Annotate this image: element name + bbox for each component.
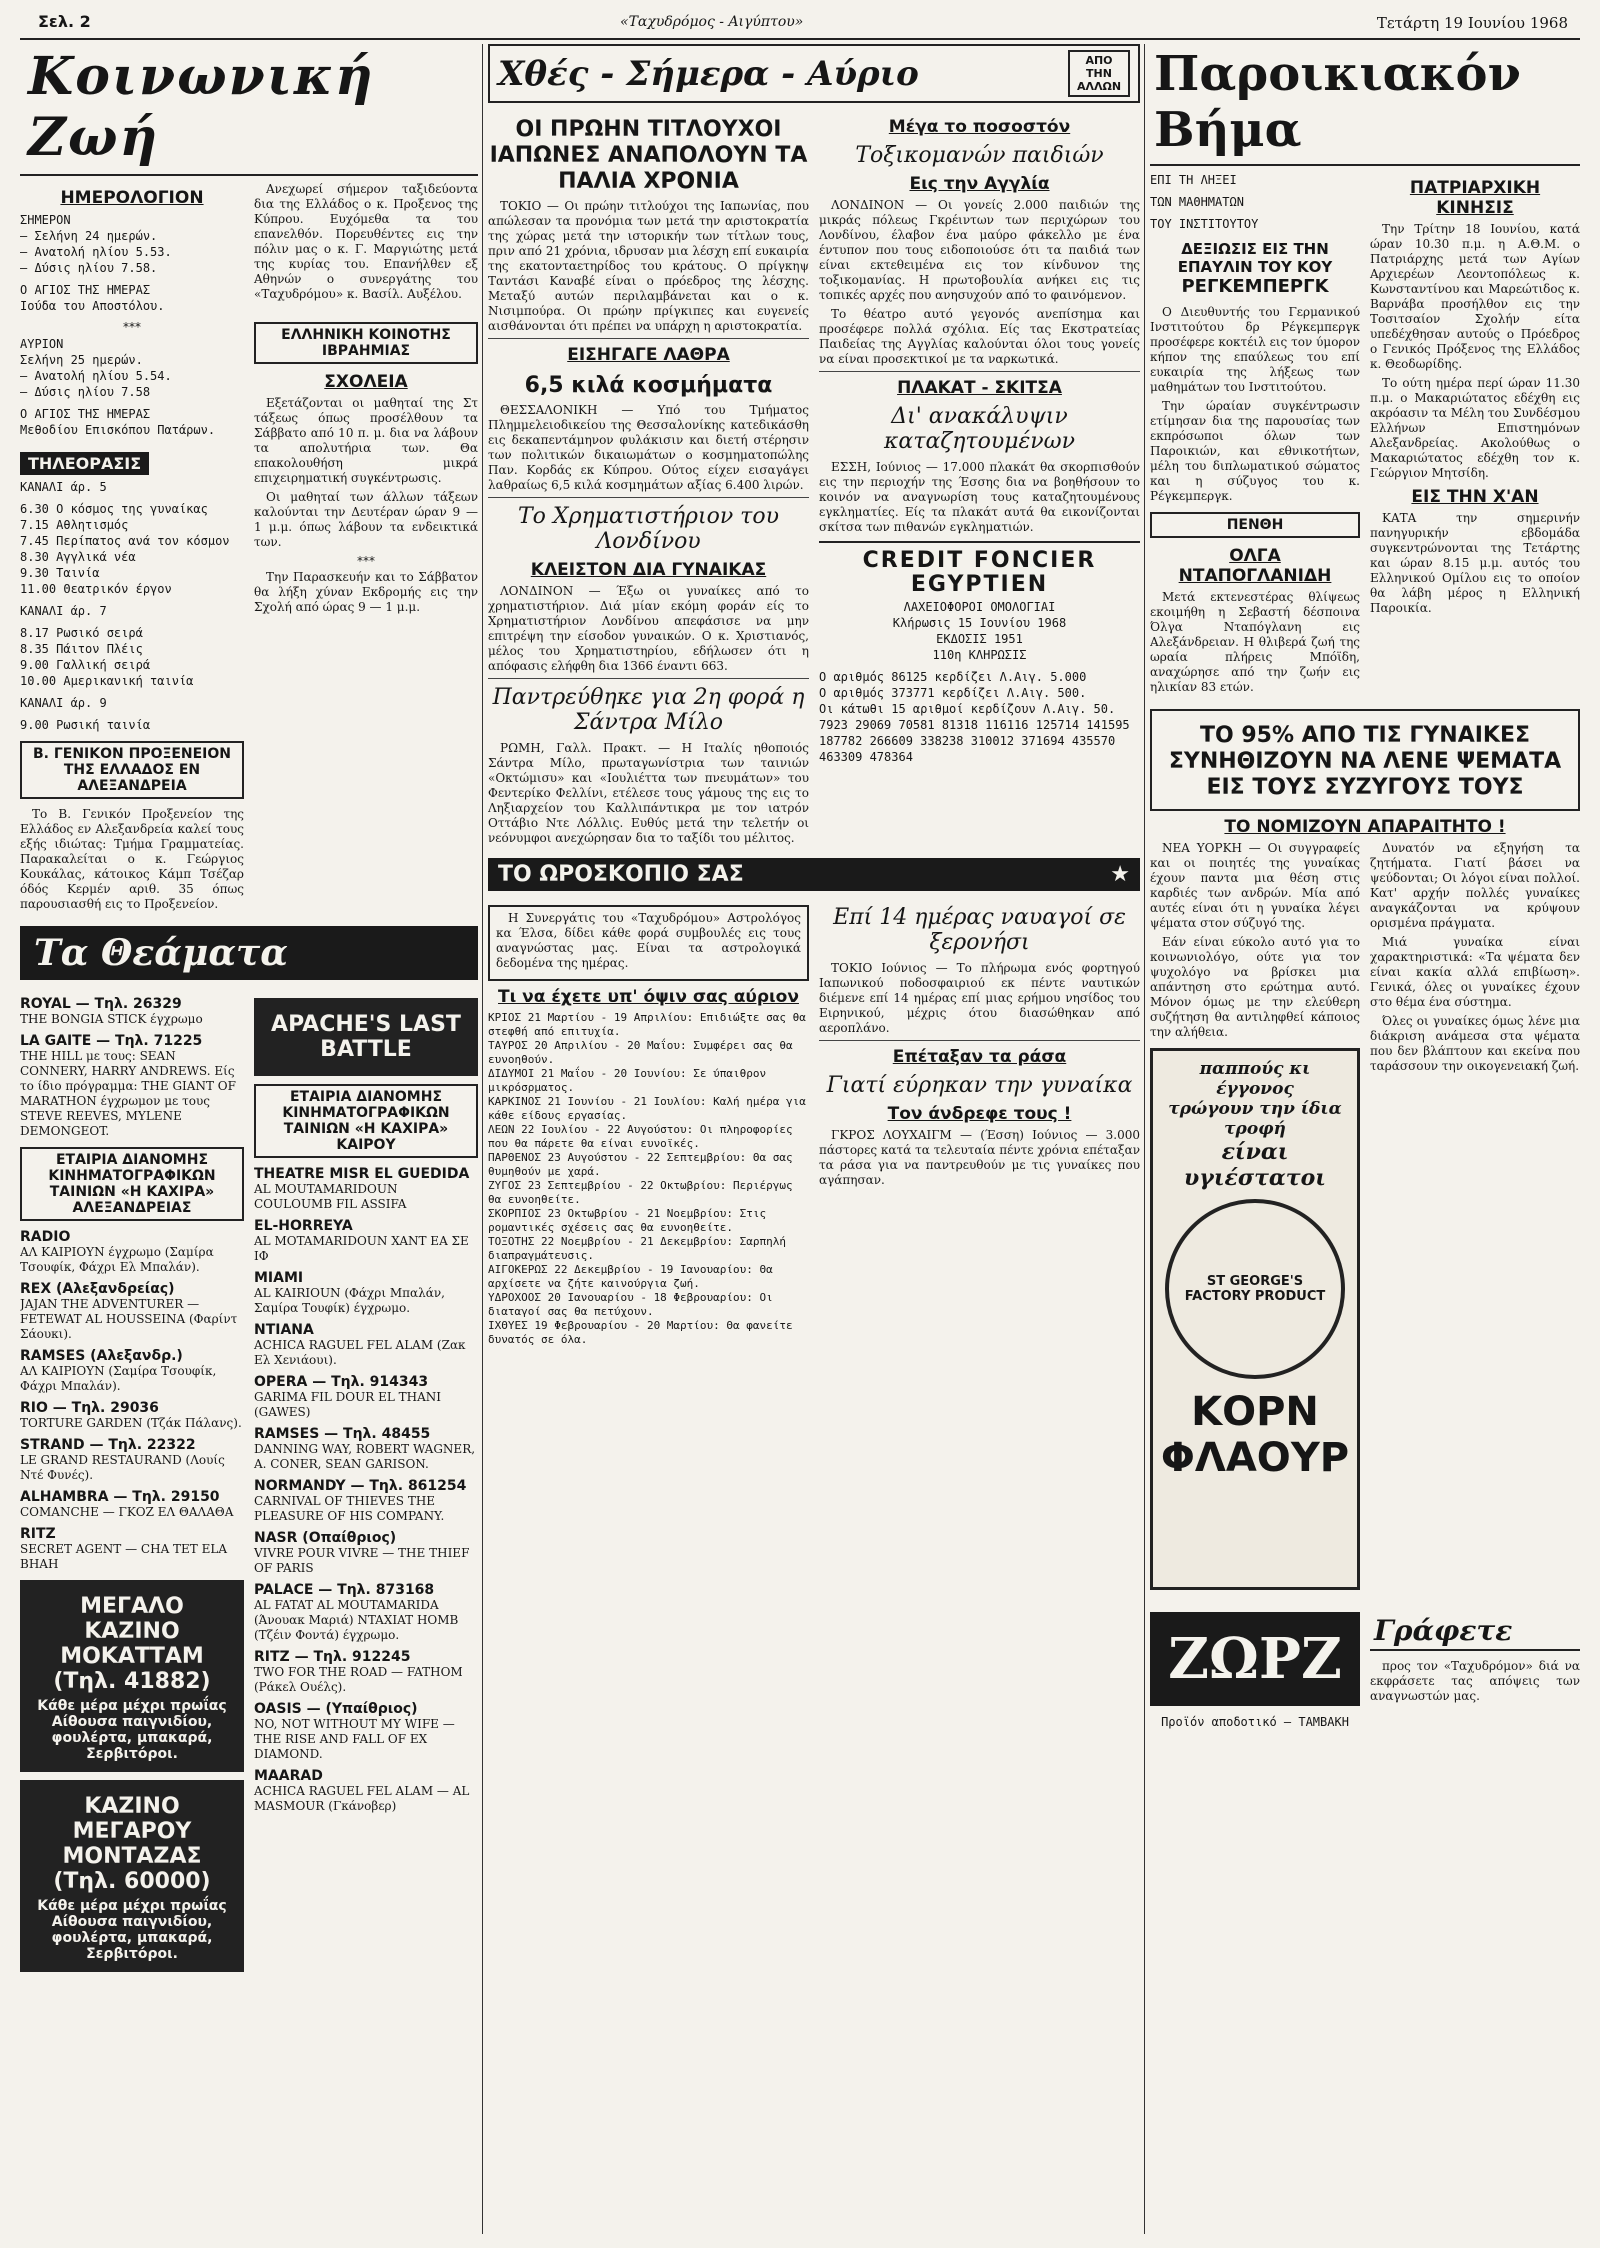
- error-head: ΕΙΣΗΓΑΓΕ ΛΑΘΡΑ: [567, 345, 730, 365]
- patriarch-title: ΠΑΤΡΙΑΡΧΙΚΗ ΚΙΝΗΣΙΣ: [1409, 178, 1541, 218]
- schools-title: ΕΛΛΗΝΙΚΗ ΚΟΙΝΟΤΗΣ ΙΒΡΑΗΜΙΑΣ: [254, 322, 478, 364]
- horoscope-block: [488, 899, 809, 1353]
- institute-link-2: ΤΩΝ ΜΑΘΗΜΑΤΩΝ: [1150, 195, 1244, 209]
- rule: [819, 541, 1140, 543]
- credit-foncier-sub: ΛΑΧΕΙΟΦΟΡΟΙ ΟΜΟΛΟΓΙΑΙ Κλήρωσις 15 Ιουνίου 1968 ΕΚΔΟΣΙΣ 1951 110η ΚΛΗΡΩΣΙΣ: [892, 600, 1067, 662]
- calendar-saint-tomorrow: Ο ΑΓΙΟΣ ΤΗΣ ΗΜΕΡΑΣ Μεθοδίου Επισκόπου Πατάρων.: [20, 407, 216, 437]
- reception-pre: ΔΕΞΙΩΣΙΣ ΕΙΣ ΤΗΝ ΕΠΑΥΛΙΝ ΤΟΥ ΚΟΥ: [1177, 240, 1333, 276]
- exchange-text: ΛΟΝΔΙΝΟΝ — Έξω οι γυναίκες από το χρηματιστήριον. Διά μίαν εκόμη φοράν είς το Χρηματιστήριον Λονδίνου απεφάσισε να μην επιτρέψη την είσοδον γυναικών. Ο κ. Χριστιανός, μέλος του Χρηματιστηρίου, εδήλωσεν ότι η απόφασις ελήφθη δια 1366 έναντι 663.: [488, 584, 809, 673]
- cinema-name: MIAMI: [254, 1270, 304, 1286]
- horoscope-header: [488, 858, 1140, 891]
- xan-text: ΚΑΤΑ την σημερινήν πανηγυρικήν εβδομάδα συγκεντρώνονται της Τετάρτης και ώραν 8.15 μ.μ. αυτός του Ελληνικού Ομίλου εις το οποίον θα λάβη μέρος η Ελληνική Παροικία.: [1370, 511, 1580, 615]
- credit-foncier-title: CREDIT FONCIER EGYPTIEN: [862, 548, 1097, 597]
- cinema-name: RITZ — Τηλ. 912245: [254, 1649, 411, 1665]
- newspaper-page: [20, 8, 1580, 2236]
- tv-program-5: 6.30 Ο κόσμος της γυναίκας 7.15 Αθλητισμός 7.45 Περίπατος ανά τον κόσμον 8.30 Αγγλικά νέα 9.30 Ταινία 11.00 Θεατρικόν έργον: [20, 502, 230, 596]
- horoscope-subtitle: Τι να έχετε υπ' όψιν σας αύριον: [498, 987, 799, 1007]
- reception-text-2: Την ώραίαν συγκέντρωσιν ετίμησαν δια της παρουσίας των εκπρόσωποι όλων των Παροικιών, και εθνικοτήτων, μέλη του διπλωματικού σώματος και η σύζυγος του κ. Ρέγκεμπεργκ.: [1150, 399, 1360, 503]
- women-text-1: ΝΕΑ ΥΟΡΚΗ — Οι συγγραφείς και οι ποιητές της γυναίκας έχουν παντα μια θέση στις καρδιές των ανδρών. Μία από αυτές είναι ότι η γυναίκα λέγει ψέματα στον σύζυγό της.: [1150, 841, 1360, 930]
- credit-foncier-results: Ο αριθμός 86125 κερδίζει Λ.Αιγ. 5.000 Ο αριθμός 373771 κερδίζει Λ.Αιγ. 500. Οι κάτωθι 15 αριθμοί κερδίζουν Λ.Αιγ. 50. 7923 29069 70581 81318 116116 125714 141595 187782 266609 338238 310012 371694 435570 463309 478364: [819, 670, 1130, 764]
- tv-program-7: 8.17 Ρωσικό σειρά 8.35 Πάιτον Πλέις 9.00 Γαλλική σειρά 10.00 Αμερικανική ταινία: [20, 626, 194, 688]
- tokyo-text: ΤΟΚΙΟ Ιούνιος — Το πλήρωμα ενός φορτηγού Ιαπωνικού ποδοσφαιριού εκ πέντε ναυτικών διέμενε επί 14 ημέρας επί μιας ερήμου νησίδος του Ειρηνικού, μέχρις ότου διασώθηκαν από αεροπλάνο.: [819, 961, 1140, 1035]
- cinema-film: SECRET AGENT — CHA TET ELA BHAH: [20, 1542, 228, 1571]
- consulate-title: Β. ΓΕΝΙΚΟΝ ΠΡΟΞΕΝΕΙΟΝ ΤΗΣ ΕΛΛΑΔΟΣ ΕΝ ΑΛΕΞΑΝΔΡΕΙΑ: [20, 741, 244, 799]
- cinema-name: MAARAD: [254, 1768, 323, 1784]
- japan-text: ΤΟΚΙΟ — Οι πρώην τιτλούχοι της Ιαπωνίας, που απώλεσαν τα προνόμια των μετά την αριστοκρατία της χώρας μετά την ιστορικήν των τίτλων τους, πριν από 21 χρόνια, ιδρυσαν μια λέσχη επί ευκαιρία της εκατονταετηρίδος του κράτους. Ο πρίγκηψ Ταντάσι Καναβέ είναι ο πρόεδρος της λέσχης. Μεταξύ αυτών περιλαμβάνεται και ο κ. Νισιμπούρα. Οι πρώην πρίγκιπες και ευγενείς αισθάνονται ότι πρέπει να υπάρχη η αριστοκρατία.: [488, 199, 809, 333]
- rasa-head: Επέταξαν τα ράσα: [892, 1047, 1067, 1067]
- cinema-list-left: [20, 990, 244, 1980]
- error-title: 6,5 κιλά κοσμήματα: [524, 373, 773, 398]
- calendar-block: [20, 182, 244, 916]
- distributor-cairo: ΕΤΑΙΡΙΑ ΔΙΑΝΟΜΗΣ ΚΙΝΗΜΑΤΟΓΡΑΦΙΚΩΝ ΤΑΙΝΙΩΝ «Η ΚΑΧΙΡΑ» ΚΑΙΡΟΥ: [254, 1084, 478, 1158]
- casino-montaza-text: Κάθε μέρα μέχρι πρωΐας Αίθουσα παιγνιδίου, φουλέρτα, μπακαρά, Σερβιτόροι.: [37, 1898, 227, 1962]
- mourning-title: ΠΕΝΘΗ: [1150, 512, 1360, 538]
- patriarch-block: [1370, 172, 1580, 699]
- distributor-alexandria: ΕΤΑΙΡΙΑ ΔΙΑΝΟΜΗΣ ΚΙΝΗΜΑΤΟΓΡΑΦΙΚΩΝ ΤΑΙΝΙΩΝ «Η ΚΑΧΙΡΑ» ΑΛΕΞΑΝΔΡΕΙΑΣ: [20, 1147, 244, 1221]
- tv-channel-7: ΚΑΝΑΛΙ άρ. 7: [20, 604, 107, 618]
- tox-article: [819, 109, 1140, 850]
- olga-text: Μετά εκτενεστέρας θλίψεως εκοιμήθη η Σεβαστή δέσποινα Όλγα Νταπόγλανη εις Αλεξάνδρειαν. Η θλιβερά ζωή της ωραία πλήρεις Μπόϊδη, αναχώρησε από την ζωήν εις ηλικίαν 83 ετών.: [1150, 590, 1360, 694]
- cinema-name: REX (Αλεξανδρείας): [20, 1281, 175, 1297]
- section-social-title: Κοινωνική Ζωή: [20, 44, 478, 176]
- stars-divider: ***: [357, 554, 375, 568]
- cinema-film: AL MOUTAMARIDOUN COULOUMB FIL ASSIFA: [254, 1182, 407, 1211]
- calendar-saint-today: Ο ΑΓΙΟΣ ΤΗΣ ΗΜΕΡΑΣ Ιούδα του Αποστόλου.: [20, 283, 165, 313]
- rule: [819, 371, 1140, 372]
- cinema-film: JAJAN THE ADVENTURER — FETEWAT AL HOUSSEINA (Φαρίντ Σάουκι).: [20, 1297, 238, 1341]
- page-number: Σελ. 2: [38, 12, 91, 31]
- cinema-name: EL-HORREYA: [254, 1218, 353, 1234]
- cinema-film: ACHICA RAGUEL FEL ALAM (Ζακ Ελ Χενιάουι).: [254, 1338, 466, 1367]
- institute-link-3: ΤΟΥ ΙΝΣΤΙΤΟΥΤΟΥ: [1150, 217, 1259, 231]
- japan-title: ΟΙ ΠΡΩΗΝ ΤΙΤΛΟΥΧΟΙ ΙΑΠΩΝΕΣ ΑΝΑΠΟΛΟΥΝ ΤΑ ΠΑΛΙΑ ΧΡΟΝΙΑ: [489, 117, 808, 194]
- reception-name: ΡΕΓΚΕΜΠΕΡΓΚ: [1181, 276, 1329, 297]
- reception-text: Ο Διευθυντής του Γερμανικού Ινστιτούτου δρ Ρέγκεμπεργκ προσέφερε κοκτέιλ εις τον ύμορον κήπον της επαύλεως του επί ευκαιρία της λήξεως των μαθημάτων του Ινστιτούτου.: [1150, 305, 1360, 394]
- women-text-5: Όλες οι γυναίκες όμως λένε μια διάκριση ανάμεσα στα ψέματα που δεν βλάπτουν και εκείνα που ταράσσουν την οικογενειακή ζωή.: [1370, 1014, 1580, 1073]
- column-social: [20, 44, 478, 2234]
- tox-text-2: Το θέατρο αυτό γεγονός ανεπίσημα και προσέφερε πολλά σχόλια. Είς τας Εκστρατείας Παιδείας της Αγγλίας καλούνται όλοι τους γονείς να είναι προσεκτικοί με τα ναρκωτικά.: [819, 307, 1140, 366]
- poster-head: ΠΛΑΚΑΤ - ΣΚΙΤΣΑ: [897, 378, 1062, 398]
- cinema-film: GARIMA FIL DOUR EL THANI (GAWES): [254, 1390, 441, 1419]
- cinema-name: NASR (Οπαίθριος): [254, 1530, 397, 1546]
- section-today-header: [488, 44, 1140, 103]
- cinema-name: PALACE — Τηλ. 873168: [254, 1582, 435, 1598]
- film-ad-title: APACHE'S LAST BATTLE: [271, 1012, 461, 1062]
- casino-mokattam-title: ΜΕΓΑΛΟ ΚΑΖΙΝΟ ΜΟΚΑΤΤΑΜ (Τηλ. 41882): [53, 1594, 211, 1694]
- cinema-name: RAMSES (Αλεξανδρ.): [20, 1348, 183, 1364]
- tv-channel-5: ΚΑΝΑΛΙ άρ. 5: [20, 480, 107, 494]
- poster-title: Δι' ανακάλυψιν καταζητουμένων: [884, 404, 1075, 454]
- cinema-name: RAMSES — Τηλ. 48455: [254, 1426, 431, 1442]
- cinema-name: RIO — Τηλ. 29036: [20, 1400, 159, 1416]
- institute-link-1: ΕΠΙ ΤΗ ΛΗΞΕΙ: [1150, 173, 1237, 187]
- error-text: ΘΕΣΣΑΛΟΝΙΚΗ — Υπό του Τμήματος Πλημμελειοδικείου της Θεσσαλονίκης κατεδικάσθη εις δεκαπεντάμηνον φυλάκισιν και διετή στέρησιν των πολιτικών δικαιωμάτων ο κοσμηματοπώλης Παν. Κορδάς εκ Κύπρου. Ούτος είχεν εισαγάγει λαθραίως 6,5 κιλά κοσμημάτων αξίας 6.400 λιρών.: [488, 403, 809, 492]
- column-rule-1: [482, 44, 483, 2234]
- women-subtitle: ΤΟ ΝΟΜΙΖΟΥΝ ΑΠΑΡΑΙΤΗΤΟ !: [1224, 817, 1506, 837]
- cinema-film: DANNING WAY, ROBERT WAGNER, A. CONER, SEAN GARISON.: [254, 1442, 476, 1471]
- rule: [819, 1040, 1140, 1041]
- cinema-film: THE HILL με τους: SEAN CONNERY, HARRY ANDREWS. Είς το ίδιο πρόγραμμα: THE GIANT OF MARATHON έγχρωμον με τους STEVE REEVES, MYLENE DEMONGEOT.: [20, 1049, 236, 1138]
- institute-block: [1150, 172, 1360, 699]
- cinema-name: RITZ: [20, 1526, 56, 1542]
- korn-line-1: παππούς κι έγγονος: [1199, 1059, 1311, 1099]
- exchange-subtitle: ΚΛΕΙΣΤΟΝ ΔΙΑ ΓΥΝΑΙΚΑΣ: [530, 560, 767, 580]
- women-title: ΤΟ 95% ΑΠΟ ΤΙΣ ΓΥΝΑΙΚΕΣ ΣΥΝΗΘΙΖΟΥΝ ΝΑ ΛΕΝΕ ΨΕΜΑΤΑ ΕΙΣ ΤΟΥΣ ΣΥΖΥΓΟΥΣ ΤΟΥΣ: [1168, 723, 1562, 800]
- column-community: [1150, 44, 1580, 2234]
- cinema-film: ACHICA RAGUEL FEL ALAM — AL MASMOUR (Γκάνοβερ): [254, 1784, 470, 1813]
- poster-text: ΕΣΣΗ, Ιούνιος — 17.000 πλακάτ θα σκορπισθούν εις την περιοχήν της Έσσης δια να βοηθήσουν το κοινόν να αναγνωρίση τους καταζητουμένους εγκληματίες. Είς τα πλακάτ αυτά θα εικονίζονται σκίτσα των πιθανών εγκληματιών.: [819, 460, 1140, 534]
- tv-channel-9: ΚΑΝΑΛΙ άρ. 9: [20, 696, 107, 710]
- rasa-subtitle: Τον άνδρεφε τους !: [887, 1104, 1072, 1124]
- cinema-name: ROYAL — Τηλ. 26329: [20, 996, 182, 1012]
- cinema-film: TWO FOR THE ROAD — FATHOM (Ράκελ Ουέλς).: [254, 1665, 463, 1694]
- olga-title: ΟΛΓΑ ΝΤΑΠΟΓΛΑΝΙΔΗ: [1178, 546, 1332, 586]
- masthead-bar: [20, 8, 1580, 40]
- zor-ad: ΖΩΡΖ: [1150, 1612, 1360, 1706]
- cinema-film: THE BONGIA STICK έγχρωμο: [20, 1012, 203, 1026]
- horoscope-intro: Η Συνεργάτις του «Ταχυδρόμου» Αστρολόγος κα Έλσα, δίδει κάθε φορά συμβουλές εις τους αναγνώστας μας. Είναι τα αστρολογικά δεδομένα της ημέρας.: [496, 911, 801, 970]
- cinema-list-right: [254, 990, 478, 1980]
- cinema-film: TORTURE GARDEN (Τζάκ Πάλανς).: [20, 1416, 242, 1430]
- write-title: Γράφετε: [1370, 1612, 1580, 1651]
- star-icon: ★: [1110, 862, 1130, 887]
- rule: [488, 497, 809, 498]
- schools-text-3: Την Παρασκευήν και το Σάββατον θα λήξη χύναν Εκδρομής εις την Σχολή από ώρας 9 — 1 μ.μ.: [254, 570, 478, 614]
- stars-divider: ***: [123, 320, 141, 334]
- film-ad: [254, 998, 478, 1076]
- tox-subtitle: Εις την Αγγλία: [909, 174, 1050, 194]
- schools-text-2: Οι μαθηταί των άλλων τάξεων καλούνται την Δευτέραν ώραν 9 — 1 μ.μ. όπως λάβουν τα ενδεικτικά των.: [254, 490, 478, 549]
- cinema-film: ΑΛ ΚΑΙΡΙΟΥΝ έγχρωμο (Σαμίρα Τσουφίκ, Φάχρι Ελ Μπαλάν).: [20, 1245, 214, 1274]
- cinema-name: ALHAMBRA — Τηλ. 29150: [20, 1489, 220, 1505]
- cinema-name: RADIO: [20, 1229, 71, 1245]
- xan-title: ΕΙΣ ΤΗΝ Χ'ΑΝ: [1411, 487, 1539, 507]
- horoscope-title: ΤΟ ΩΡΟΣΚΟΠΙΟ ΣΑΣ: [498, 862, 744, 887]
- cinema-film: AL FATAT AL MOUTAMARIDA (Άνουακ Μαριά) NTAXIAT HOMB (Τζέιν Φοντά) έγχρωμο.: [254, 1598, 459, 1642]
- sandra-text: ΡΩΜΗ, Γαλλ. Πρακτ. — Η Ιταλίς ηθοποιός Σάντρα Μίλο, πρωταγωνίστρια των ταινιών «Οκτώμισυ» και «Ιουλιέττα των πνευμάτων» του Φεντερίκο Φελλίνι, ετέλεσε τους γάμους της εις το Ληξιαρχείον του Καλλιπάντικρα με τον ιατρόν Οττάβιο Ντε Λόλλις. Ευθύς μετά την τελετήν οι νεόνυμφοι ανεχώρησαν δια το ταξίδι του μέλιτος.: [488, 741, 809, 845]
- section-community-title: Παροικιακόν Βήμα: [1150, 44, 1580, 166]
- cinema-name: STRAND — Τηλ. 22322: [20, 1437, 196, 1453]
- tv-title: ΤΗΛΕΟΡΑΣΙΣ: [20, 452, 149, 475]
- cinema-film: VIVRE POUR VIVRE — THE THIEF OF PARIS: [254, 1546, 470, 1575]
- cinema-film: AL KAIRIOUN (Φάχρι Μπαλάν, Σαμίρα Τουφίκ) έγχρωμο.: [254, 1286, 445, 1315]
- exchange-title: Το Χρηματιστήριον του Λονδίνου: [518, 504, 779, 554]
- women-text-3: Δυνατόν να εξηγήση τα ζητήματα. Γιατί βάσει να ψεύδονται; Οι λόγοι είναι πολλοί. Κατ' αρχήν πολλές γυναίκες αναγκάζονται να κρύψουν ορισμένα πράγματα.: [1370, 841, 1580, 930]
- cinema-film: LE GRAND RESTAURAND (Λουίς Ντέ Φυνές).: [20, 1453, 225, 1482]
- casino-montaza-ad: [20, 1780, 244, 1972]
- japan-article: [488, 109, 809, 850]
- calendar-title: ΗΜΕΡΟΛΟΓΙΟΝ: [60, 188, 204, 208]
- korn-line-3: είναι υγιέστατοι: [1184, 1139, 1326, 1191]
- calendar-today: ΣΗΜΕΡΟΝ — Σελήνη 24 ημερών. — Ανατολή ηλίου 5.53. — Δύσις ηλίου 7.58.: [20, 213, 172, 275]
- rule: [488, 338, 809, 339]
- rasa-title: Γιατί εύρηκαν την γυναίκα: [826, 1073, 1133, 1098]
- women-text-2: Εάν είναι εύκολο αυτό για το κοινωνιολόγο, ούτε για τον ψυχολόγο να βρίσκει μια απάντηση στο ερώτημα αυτό. Μόνον όμως με την ελεύθερη συζήτηση θα αντιληφθεί κάποιος την αλήθεια.: [1150, 935, 1360, 1039]
- tox-title: Τοξικομανών παιδιών: [855, 143, 1104, 168]
- patriarch-text: Την Τρίτην 18 Ιουνίου, κατά ώραν 10.30 π.μ. η Α.Θ.Μ. ο Πατριάρχης μετά των Αγίων Αρχιερέων Λεοντοπόλεως κ. Κωνσταντίνου και Μαρεώτιδος κ. Βαρνάβα προσήλθον εις την Τοσιτσαίον Σχολήν είτα υπεδέχθησαν αυτούς ο Πρόεδρος ο Γενικός Πρόξενος της Ελλάδος κ. Θεοδωρίδης.: [1370, 222, 1580, 371]
- sandra-title: Παντρεύθηκε για 2η φορά η Σάντρα Μίλο: [492, 685, 805, 735]
- cinema-film: COMANCHE — ΓΚΟΖ ΕΛ ΘΑΛΑΘΑ: [20, 1505, 234, 1519]
- paper-name: «Ταχυδρόμος - Αιγύπτου»: [620, 14, 804, 30]
- cinema-film: NO, NOT WITHOUT MY WIFE — THE RISE AND FALL OF EX DIAMOND.: [254, 1717, 455, 1761]
- cinema-name: NORMANDY — Τηλ. 861254: [254, 1478, 467, 1494]
- write-text: προς τον «Ταχυδρόμον» διά να εκφράσετε τας απόψεις των αναγνωστών μας.: [1370, 1659, 1580, 1703]
- schools-subtitle: ΣΧΟΛΕΙΑ: [324, 372, 408, 392]
- calendar-tomorrow: ΑΥΡΙΟΝ Σελήνη 25 ημερών. — Ανατολή ηλίου 5.54. — Δύσις ηλίου 7.58: [20, 337, 172, 399]
- cinemas-banner: Τα Θεάματα: [20, 926, 478, 980]
- rasa-text: ΓΚΡΟΣ ΛΟΥΧΑΙΓΜ — (Έσση) Ιούνιος — 3.000 πάστορες κατά τα τελευταία πέντε χρόνια επέταξαν τα ράσα για να παντρευθούν με τις γυναίκες που αγάπησαν.: [819, 1128, 1140, 1187]
- tokyo-title: Επί 14 ημέρας ναυαγοί σε ξερονήσι: [833, 905, 1126, 955]
- horoscope-list: ΚΡΙΟΣ 21 Μαρτίου - 19 Απριλίου: Επιδιώξτε σας θα στεφθή από επιτυχία. ΤΑΥΡΟΣ 20 Απριλίου - 20 Μαΐου: Συμφέρει σας θα ευνοηθούν. ΔΙΔΥΜΟΙ 21 Μαΐου - 20 Ιουνίου: Σε ύπαιθρον μικρόσρματος. ΚΑΡΚΙΝΟΣ 21 Ιουνίου - 21 Ιουλίου: Καλή ημέρα για κάθε είδους εργασίας. ΛΕΩΝ 22 Ιουλίου - 22 Αυγούστου: Οι πληροφορίες που θα πάρετε θα είναι ευνοϊκές. ΠΑΡΘΕΝΟΣ 23 Αυγούστου - 22 Σεπτεμβρίου: Θα σας θυμηθούν με χαρά. ΖΥΓΟΣ 23 Σεπτεμβρίου - 22 Οκτωβρίου: Περιέργως θα ευνοηθείτε. ΣΚΟΡΠΙΟΣ 23 Οκτωβρίου - 21 Νοεμβρίου: Στις ρομαντικές σχέσεις σας θα ευνοηθείτε. ΤΟΞΟΤΗΣ 22 Νοεμβρίου - 21 Δεκεμβρίου: Σαρπηλή διαπραγμάτευσις. ΑΙΓΟΚΕΡΩΣ 22 Δεκεμβρίου - 19 Ιανουαρίου: Θα αρχίσετε να ζήτε καινούργια ζωή. ΥΔΡΟΧΟΟΣ 20 Ιανουαρίου - 18 Φεβρουαρίου: Οι διαταγοί σας θα πετύχουν. ΙΧΘΥΕΣ 19 Φεβρουαρίου - 20 Μαρτίου: Θα φανείτε δυνατός σε όλα.: [488, 1011, 806, 1346]
- social-news-block: [254, 182, 478, 916]
- rule: [488, 678, 809, 679]
- tokyo-rasa-block: [819, 899, 1140, 1353]
- casino-mokattam-ad: [20, 1580, 244, 1772]
- cinema-name: THEATRE MISR EL GUEDIDA: [254, 1166, 470, 1182]
- factory-seal: ST GEORGE'S FACTORY PRODUCT: [1165, 1199, 1345, 1379]
- section-today-title: Χθές - Σήμερα - Αύριο: [498, 53, 919, 94]
- casino-mokattam-text: Κάθε μέρα μέχρι πρωΐας Αίθουσα παιγνιδίου, φουλέρτα, μπακαρά, Σερβιτόροι.: [37, 1698, 227, 1762]
- patriarch-text-2: Το ούτη ημέρα περί ώραν 11.30 π.μ. ο Μακαριώτατος εδέχθη εις ακρόασιν τα Μέλη του Συνδέσμου Ελλήνων Επιστημόνων Αλεξανδρείας. Ακολούθως ο Μακαριώτατος εδέχθη τον κ. Γεώργιον Μητσίδη.: [1370, 376, 1580, 480]
- tv-program-9: 9.00 Ρωσική ταινία: [20, 718, 151, 732]
- column-today: [488, 44, 1140, 2234]
- tox-text: ΛΟΝΔΙΝΟΝ — Οι γονείς 2.000 παιδιών της μικράς πόλεως Γκρέιντων των περιχώρων του Λονδίνου, έλαβον ένα μαύρο φάκελλο με ένα έντυπον που τους ειδοποιούσε ότι τα παιδιά των είναι εκτεθειμένα εις τον κίνδυνον της τοξικομανίας. Η πρωτοβουλία ανήκει εις τις τοπικές αρχές που ανησυχούν από το φαινόμενον.: [819, 198, 1140, 302]
- issue-date: Τετάρτη 19 Ιουνίου 1968: [1376, 14, 1568, 32]
- tox-small-head: Μέγα το ποσοστόν: [888, 117, 1071, 137]
- cinema-name: OASIS — (Υπαίθριος): [254, 1701, 418, 1717]
- schools-text-1: Εξετάζονται οι μαθηταί της Στ τάξεως όπως προσέλθουν τα Σάββατο από 10 π. μ. δια να λάβουν τα απολυτήρια των. Θα επακολουθήση μικρά επιχειρηματική συγκέντρωσις.: [254, 396, 478, 485]
- cinema-name: OPERA — Τηλ. 914343: [254, 1374, 429, 1390]
- cinema-name: LA GAITE — Τηλ. 71225: [20, 1033, 203, 1049]
- casino-montaza-title: ΚΑΖΙΝΟ ΜΕΓΑΡΟΥ ΜΟΝΤΑΖΑΣ (Τηλ. 60000): [53, 1794, 211, 1894]
- zor-sub: Προϊόν αποδοτικό — ΤΑΜΒΑΚΗ: [1161, 1715, 1349, 1729]
- cinema-name: NTIANA: [254, 1322, 314, 1338]
- column-rule-2: [1144, 44, 1145, 2234]
- women-text-4: Μιά γυναίκα είναι χαρακτηριστικά: «Τα ψέματα δεν είναι κακία αλλά επιβίωση». Γενικά, όλες οι γυναίκες έχουν στο θέμα ένα σύστημα.: [1370, 935, 1580, 1009]
- social-news-text: Ανεχωρεί σήμερον ταξιδεύοντα δια της Ελλάδος ο κ. Προξενος της Κύπρου. Ευχόμεθα τα του επανελθόν. Πορευθέντες εις την πόλιν μας ο κ. Γ. Μαργιώτης μετά της κυρίας του. Επανήλθεν εξ Αθηνών ο συνεργάτης του «Ταχυδρόμου» κ. Βασίλ. Αυξέλου.: [254, 182, 478, 301]
- cinema-film: CARNIVAL OF THIEVES THE PLEASURE OF HIS COMPANY.: [254, 1494, 445, 1523]
- korn-brand: ΚΟΡΝ ΦΛΑΟΥΡ: [1160, 1389, 1350, 1481]
- korn-flour-ad: [1150, 1048, 1360, 1590]
- consulate-text: Το Β. Γενικόν Προξενείον της Ελλάδος εν Αλεξανδρεία καλεί τους εξής ιδιώτας: Τμήμα Γραμματείας. Παρακαλείται ο κ. Γεώργιος Κουκάλας, κάτοικος Κάμπ Τσέζαρ όδός Κερμέν αριθ. 35 όπως παρουσιασθή εις το Προξενείον.: [20, 807, 244, 911]
- section-today-tag: ΑΠΟ ΤΗΝ ΑΛΛΩΝ: [1068, 50, 1130, 97]
- cinema-film: AL MOTAMARIDOUN XANT ΕΑ ΣΕ ΙΦ: [254, 1234, 469, 1263]
- korn-line-2: τρώγουν την ίδια τροφή: [1168, 1099, 1342, 1139]
- cinema-film: ΑΛ ΚΑΙΡΙΟΥΝ (Σαμίρα Τσουφίκ, Φάχρι Μπαλάν).: [20, 1364, 217, 1393]
